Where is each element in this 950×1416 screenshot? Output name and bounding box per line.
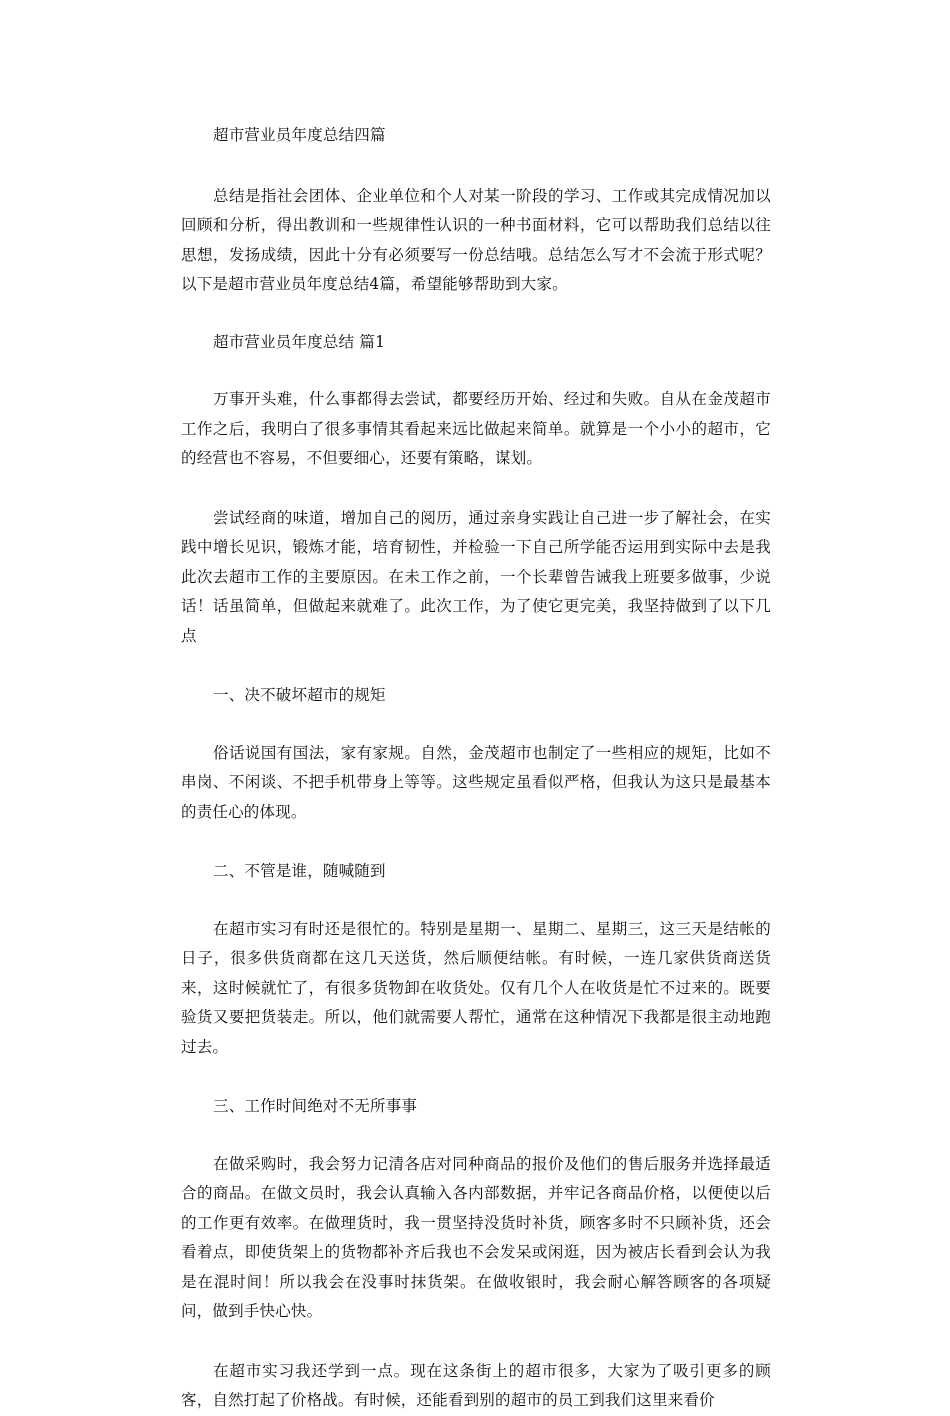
document-title: 超市营业员年度总结四篇 xyxy=(213,126,386,144)
spacer xyxy=(181,887,771,915)
spacer xyxy=(181,651,771,681)
body-paragraph: 尝试经商的味道，增加自己的阅历，通过亲身实践让自己进一步了解社会，在实践中增长见识，锻炼才能，培育韧性，并检验一下自己所学能否运用到实际中去是我此次去超市工作的主要原因。在未工作之前，一个长辈曾告诫我上班要多做事，少说话！话虽简单，但做起来就难了。此次工作，为了使它更完美，我坚持做到了以下几点 xyxy=(181,508,771,645)
body-paragraph: 万事开头难，什么事都得去尝试，都要经历开始、经过和失败。自从在金茂超市工作之后，我明白了很多事情其看起来远比做起来简单。就算是一个小小的超市，它的经营也不容易，不但要细心，还要有策略，谋划。 xyxy=(181,390,771,467)
point-heading: 二、不管是谁，随喊随到 xyxy=(213,862,386,880)
spacer xyxy=(181,1062,771,1092)
point-heading: 一、决不破坏超市的规矩 xyxy=(213,686,386,704)
intro-paragraph: 总结是指社会团体、企业单位和个人对某一阶段的学习、工作或其完成情况加以回顾和分析，得出教训和一些规律性认识的一种书面材料，它可以帮助我们总结以往思想，发扬成绩，因此十分有必须要写一份总结哦。总结怎么写才不会流于形式呢？以下是超市营业员年度总结4篇，希望能够帮助到大家。 xyxy=(181,186,771,293)
point-heading: 三、工作时间绝对不无所事事 xyxy=(213,1097,418,1115)
document-body xyxy=(181,121,771,1416)
spacer xyxy=(181,1327,771,1357)
point-body: 俗话说国有国法，家有家规。自然，金茂超市也制定了一些相应的规矩，比如不串岗、不闲谈、不把手机带身上等等。这些规定虽看似严格，但我认为这只是最基本的责任心的体现。 xyxy=(181,743,771,821)
section-title: 超市营业员年度总结 篇1 xyxy=(213,332,386,351)
spacer xyxy=(181,1122,771,1150)
point-body: 在超市实习有时还是很忙的。特别是星期一、星期二、星期三，这三天是结帐的日子，很多供货商都在这几天送货，然后顺便结帐。有时候，一连几家供货商送货来，这时候就忙了，有很多货物卸在收货处。仅有几个人在收货是忙不过来的。既要验货又要把货装走。所以，他们就需要人帮忙，通常在这种情况下我都是很主动地跑过去。 xyxy=(181,919,771,1056)
spacer xyxy=(181,300,771,328)
spacer xyxy=(181,827,771,857)
spacer xyxy=(181,474,771,504)
closing-paragraph: 在超市实习我还学到一点。现在这条街上的超市很多，大家为了吸引更多的顾客，自然打起了价格战。有时候，还能看到别的超市的员工到我们这里来看价 xyxy=(181,1361,771,1409)
spacer xyxy=(181,357,771,385)
point-body: 在做采购时，我会努力记清各店对同种商品的报价及他们的售后服务并选择最适合的商品。在做文员时，我会认真输入各内部数据，并牢记各商品价格，以便使以后的工作更有效率。在做理货时，我一贯坚持没货时补货，顾客多时不只顾补货，还会看着点，即使货架上的货物都补齐后我也不会发呆或闲逛，因为被店长看到会认为我是在混时间！所以我会在没事时抹货架。在做收银时，我会耐心解答顾客的各项疑问，做到手快心快。 xyxy=(181,1154,771,1320)
spacer xyxy=(181,711,771,739)
spacer xyxy=(181,151,771,182)
